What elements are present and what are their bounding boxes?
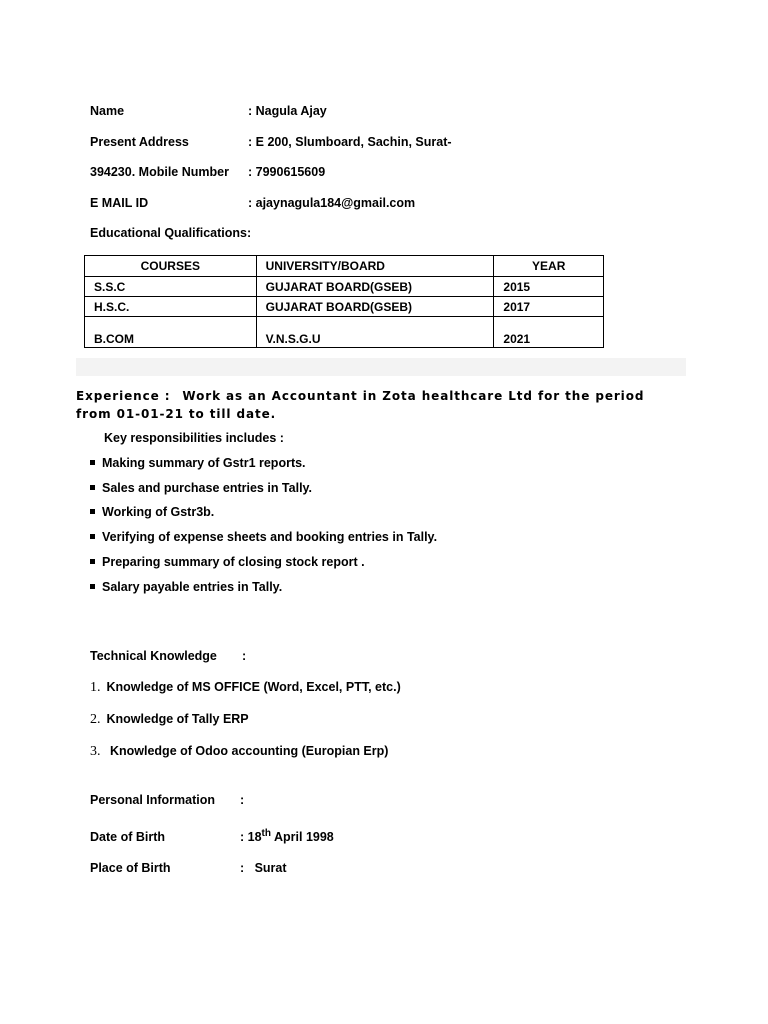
list-item — [90, 456, 306, 470]
board-cell: GUJARAT BOARD(GSEB) — [256, 297, 494, 317]
experience-paragraph — [76, 387, 676, 423]
table-header-row — [85, 256, 604, 277]
list-item-text: Preparing summary of closing stock report . — [102, 555, 365, 569]
year-cell: 2021 — [494, 317, 604, 348]
header-university: UNIVERSITY/BOARD — [256, 256, 494, 277]
bullet-icon — [90, 559, 95, 564]
year-cell: 2015 — [494, 277, 604, 297]
name-label: Name — [90, 104, 125, 118]
course-cell: H.S.C. — [85, 297, 257, 317]
education-heading: Educational Qualifications: — [90, 226, 252, 240]
list-item-text: Making summary of Gstr1 reports. — [102, 456, 306, 470]
bullet-icon — [90, 584, 95, 589]
table-row — [85, 317, 604, 348]
email-value: : ajaynagula184@gmail.com — [248, 196, 416, 210]
personal-info-colon: : — [240, 793, 245, 807]
dob-month-year: April 1998 — [271, 830, 334, 845]
technical-colon: : — [242, 649, 247, 663]
year-cell: 2017 — [494, 297, 604, 317]
table-row — [85, 277, 604, 297]
course-cell: S.S.C — [85, 277, 257, 297]
personal-info-heading: Personal Information — [90, 793, 216, 807]
list-item — [90, 530, 437, 544]
list-item — [90, 505, 214, 519]
list-item-text: Knowledge of Tally ERP — [106, 712, 249, 726]
list-item-text: Working of Gstr3b. — [102, 505, 215, 519]
board-cell: V.N.S.G.U — [256, 317, 494, 348]
key-responsibilities-heading: Key responsibilities includes : — [104, 431, 284, 445]
dob-day: : 18 — [240, 830, 262, 845]
email-label: E MAIL ID — [90, 196, 149, 210]
list-item-text: Sales and purchase entries in Tally. — [102, 481, 313, 495]
pob-value: : Surat — [240, 861, 287, 875]
list-item — [90, 712, 249, 728]
experience-label: Experience : — [76, 389, 171, 403]
list-item — [90, 481, 312, 495]
mobile-value: : 7990615609 — [248, 165, 326, 179]
section-divider — [76, 358, 686, 376]
list-item — [90, 555, 365, 569]
pob-label: Place of Birth — [90, 861, 171, 875]
dob-suffix: th — [261, 828, 271, 839]
technical-heading: Technical Knowledge — [90, 649, 217, 663]
bullet-icon — [90, 485, 95, 490]
header-courses: COURSES — [85, 256, 257, 277]
list-item-text: Salary payable entries in Tally. — [102, 580, 283, 594]
list-item-text: Knowledge of Odoo accounting (Europian Erp) — [106, 744, 389, 758]
dob-label: Date of Birth — [90, 830, 165, 844]
education-table — [84, 255, 604, 348]
list-item — [90, 680, 401, 696]
name-value: : Nagula Ajay — [248, 104, 327, 118]
list-item — [90, 580, 282, 594]
board-cell: GUJARAT BOARD(GSEB) — [256, 277, 494, 297]
list-item — [90, 744, 388, 760]
address-label: Present Address — [90, 135, 189, 149]
dob-value — [240, 824, 334, 847]
address-value: : E 200, Slumboard, Sachin, Surat- — [248, 135, 452, 149]
course-cell: B.COM — [85, 317, 257, 348]
mobile-label: 394230. Mobile Number — [90, 165, 229, 179]
item-number: 1. — [90, 680, 101, 695]
list-item-text: Verifying of expense sheets and booking entries in Tally. — [102, 530, 438, 544]
bullet-icon — [90, 534, 95, 539]
bullet-icon — [90, 460, 95, 465]
experience-text: Work as an Accountant in Zota healthcare Ltd for the period from 01-01-21 to till date. — [76, 389, 645, 421]
list-item-text: Knowledge of MS OFFICE (Word, Excel, PTT, etc.) — [106, 680, 401, 694]
item-number: 3. — [90, 744, 101, 759]
item-number: 2. — [90, 712, 101, 727]
table-row — [85, 297, 604, 317]
header-year: YEAR — [494, 256, 604, 277]
bullet-icon — [90, 509, 95, 514]
